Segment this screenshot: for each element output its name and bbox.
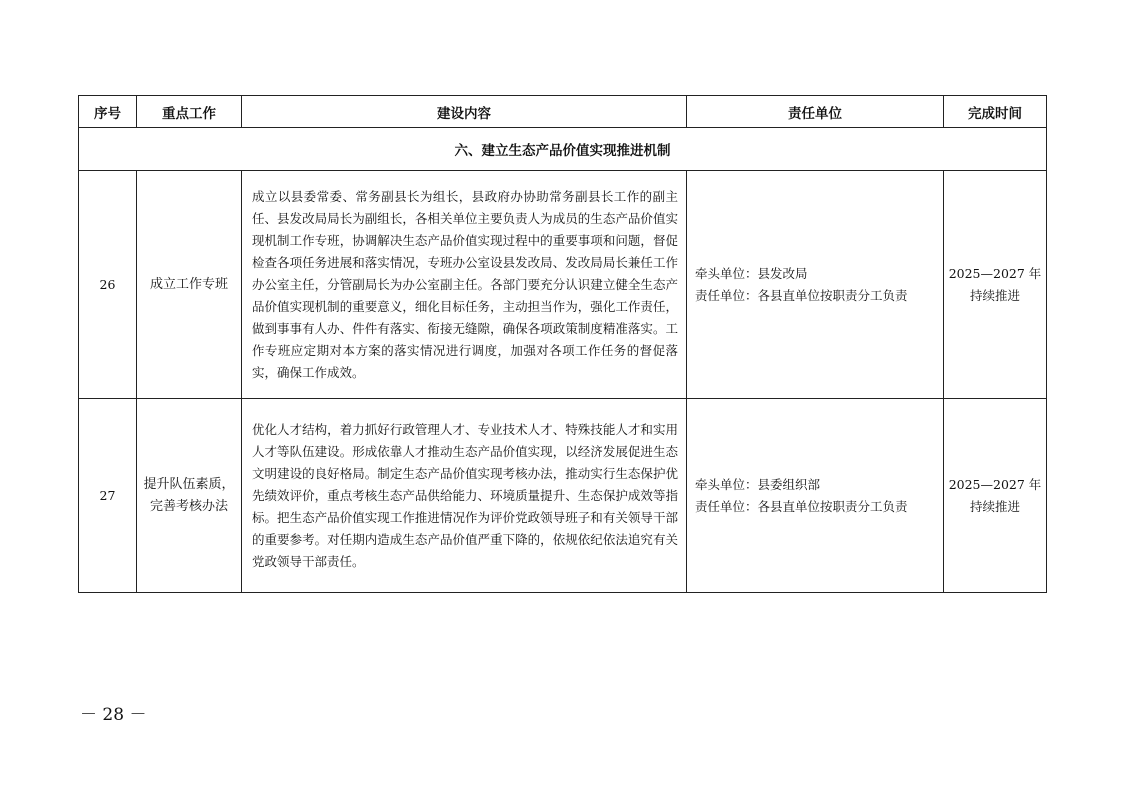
row-task: 成立工作专班 bbox=[137, 171, 242, 399]
time-status: 持续推进 bbox=[969, 498, 1020, 514]
header-task: 重点工作 bbox=[137, 96, 242, 128]
time-status: 持续推进 bbox=[969, 287, 1020, 303]
table-row bbox=[79, 171, 1047, 399]
row-unit bbox=[687, 399, 944, 593]
page-number: － 28 － bbox=[80, 705, 147, 725]
header-unit: 责任单位 bbox=[687, 96, 944, 128]
row-task bbox=[137, 399, 242, 593]
header-time: 完成时间 bbox=[944, 96, 1047, 128]
row-content: 成立以县委常委、常务副县长为组长，县政府办协助常务副县长工作的副主任、县发改局局长为副组长，各相关单位主要负责人为成员的生态产品价值实现机制工作专班，协调解决生态产品价值实现过程中的重要事项和问题，督促检查各项任务进展和落实情况，专班办公室设县发改局、发改局局长兼任工作办公室主任，分管副局长为办公室副主任。各部门要充分认识建立健全生态产品价值实现机制的重要意义，细化目标任务，主动担当作为，强化工作责任，做到事事有人办、件件有落实、衔接无缝隙，确保各项政策制度精准落实。工作专班应定期对本方案的落实情况进行调度，加强对各项工作任务的督促落实，确保工作成效。 bbox=[242, 171, 687, 399]
task-line: 完善考核办法 bbox=[149, 498, 228, 514]
row-no: 26 bbox=[79, 171, 137, 399]
task-line: 提升队伍素质， bbox=[143, 476, 235, 492]
header-no: 序号 bbox=[79, 96, 137, 128]
time-range: 2025—2027 年 bbox=[948, 476, 1042, 492]
lead-unit: 牵头单位：县发改局 bbox=[695, 265, 808, 281]
lead-unit: 牵头单位：县委组织部 bbox=[695, 476, 821, 492]
row-time bbox=[944, 399, 1047, 593]
header-content: 建设内容 bbox=[242, 96, 687, 128]
time-range: 2025—2027 年 bbox=[948, 265, 1042, 281]
row-unit bbox=[687, 171, 944, 399]
row-content: 优化人才结构，着力抓好行政管理人才、专业技术人才、特殊技能人才和实用人才等队伍建设。形成依靠人才推动生态产品价值实现，以经济发展促进生态文明建设的良好格局。制定生态产品价值实现考核办法，推动实行生态保护优先绩效评价，重点考核生态产品供给能力、环境质量提升、生态保护成效等指标。把生态产品价值实现工作推进情况作为评价党政领导班子和有关领导干部的重要参考。对任期内造成生态产品价值严重下降的，依规依纪依法追究有关党政领导干部责任。 bbox=[242, 399, 687, 593]
section-title: 六、建立生态产品价值实现推进机制 bbox=[79, 128, 1047, 171]
table-row bbox=[79, 399, 1047, 593]
row-no: 27 bbox=[79, 399, 137, 593]
table-header-row bbox=[79, 96, 1047, 128]
work-plan-table bbox=[78, 95, 1047, 593]
resp-unit: 责任单位：各县直单位按职责分工负责 bbox=[695, 498, 908, 514]
section-row bbox=[79, 128, 1047, 171]
resp-unit: 责任单位：各县直单位按职责分工负责 bbox=[695, 287, 908, 303]
row-time bbox=[944, 171, 1047, 399]
